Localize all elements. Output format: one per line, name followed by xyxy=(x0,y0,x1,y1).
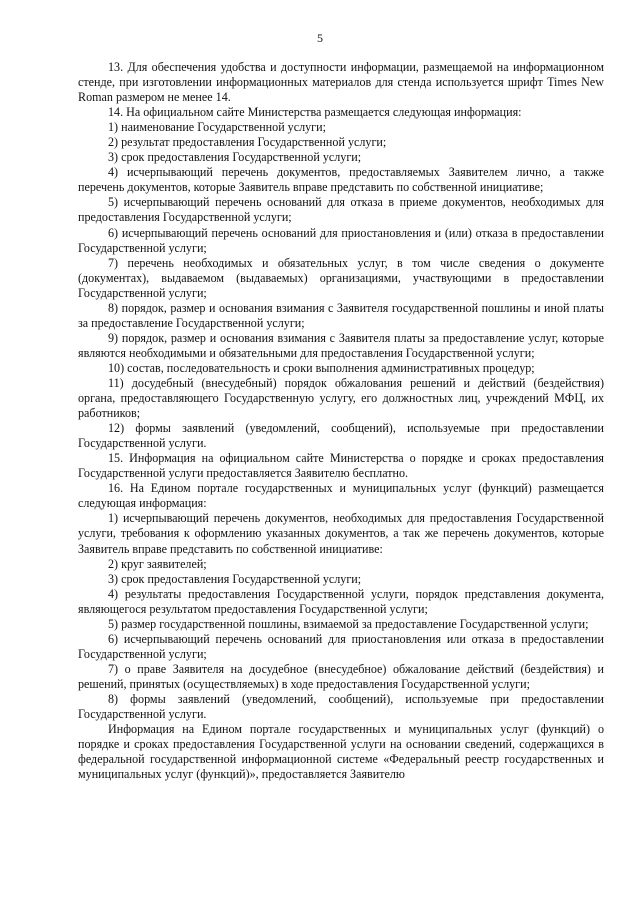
list-item: 1) исчерпывающий перечень документов, необходимых для предоставления Государственной услуги, требования к оформлению указанных документов, а так же перечень документов, которые Заявитель вправе представить по собственной инициативе: xyxy=(78,511,604,556)
page-number: 5 xyxy=(317,31,323,45)
document-body xyxy=(78,60,604,782)
list-item: 3) срок предоставления Государственной услуги; xyxy=(108,571,362,586)
list-item: 5) размер государственной пошлины, взимаемой за предоставление Государственной услуги; xyxy=(108,616,589,631)
paragraph: 16. На Едином портале государственных и муниципальных услуг (функций) размещается следующая информация: xyxy=(78,481,604,511)
list-item: 8) формы заявлений (уведомлений, сообщений), используемые при предоставлении Государственной услуги. xyxy=(78,691,604,722)
list-item: 8) порядок, размер и основания взимания с Заявителя государственной пошлины и иной платы за предоставление Государственной услуги; xyxy=(78,300,604,330)
paragraph: 14. На официальном сайте Министерства размещается следующая информация: xyxy=(108,105,522,120)
paragraph: 15. Информация на официальном сайте Министерства о порядке и сроках предоставления Государственной услуги предоставляется Заявителю бесплатно. xyxy=(78,451,604,481)
list-item: 4) результаты предоставления Государственной услуги, порядок представления документа, являющегося результатом предоставления Государственной услуги; xyxy=(78,586,604,616)
list-item: 5) исчерпывающий перечень оснований для отказа в приеме документов, необходимых для предоставления Государственной услуги; xyxy=(78,195,604,225)
list-item: 2) круг заявителей; xyxy=(108,556,207,571)
list-item: 10) состав, последовательность и сроки выполнения административных процедур; xyxy=(108,360,535,375)
list-item: 7) о праве Заявителя на досудебное (внесудебное) обжалование действий (бездействия) и решений, принятых (осуществляемых) в ходе предоставления Государственной услуги; xyxy=(78,661,604,691)
list-item: 11) досудебный (внесудебный) порядок обжалования решений и действий (бездействия) органа, предоставляющего Государственную услугу, его должностных лиц, учреждений МФЦ, их работников; xyxy=(78,375,604,421)
list-item: 9) порядок, размер и основания взимания с Заявителя платы за предоставление услуг, которые являются необходимыми и обязательными для предоставления Государственной услуги; xyxy=(78,330,604,360)
paragraph: Информация на Едином портале государственных и муниципальных услуг (функций) о порядке и сроках предоставления Государственной услуги на основании сведений, содержащихся в федеральной государственной информационной системе «Федеральный реестр государственных и муниципальных услуг (функций)», предоставляется Заявителю xyxy=(78,722,604,782)
list-item: 3) срок предоставления Государственной услуги; xyxy=(108,150,362,165)
list-item: 4) исчерпывающий перечень документов, предоставляемых Заявителем лично, а также перечень документов, которые Заявитель вправе представить по собственной инициативе; xyxy=(78,165,604,195)
list-item: 2) результат предоставления Государственной услуги; xyxy=(108,135,387,150)
list-item: 12) формы заявлений (уведомлений, сообщений), используемые при предоставлении Государственной услуги. xyxy=(78,421,604,451)
list-item: 1) наименование Государственной услуги; xyxy=(108,120,326,135)
list-item: 7) перечень необходимых и обязательных услуг, в том числе сведения о документе (документах), выдаваемом (выдаваемых) организациями, участвующими в предоставлении Государственной услуги; xyxy=(78,255,604,300)
paragraph: 13. Для обеспечения удобства и доступности информации, размещаемой на информационном стенде, при изготовлении информационных материалов для стенда используется шрифт Times New Roman размером не менее 14. xyxy=(78,60,604,105)
list-item: 6) исчерпывающий перечень оснований для приостановления и (или) отказа в предоставлении Государственной услуги; xyxy=(78,225,604,255)
list-item: 6) исчерпывающий перечень оснований для приостановления или отказа в предоставлении Государственной услуги; xyxy=(78,631,604,661)
